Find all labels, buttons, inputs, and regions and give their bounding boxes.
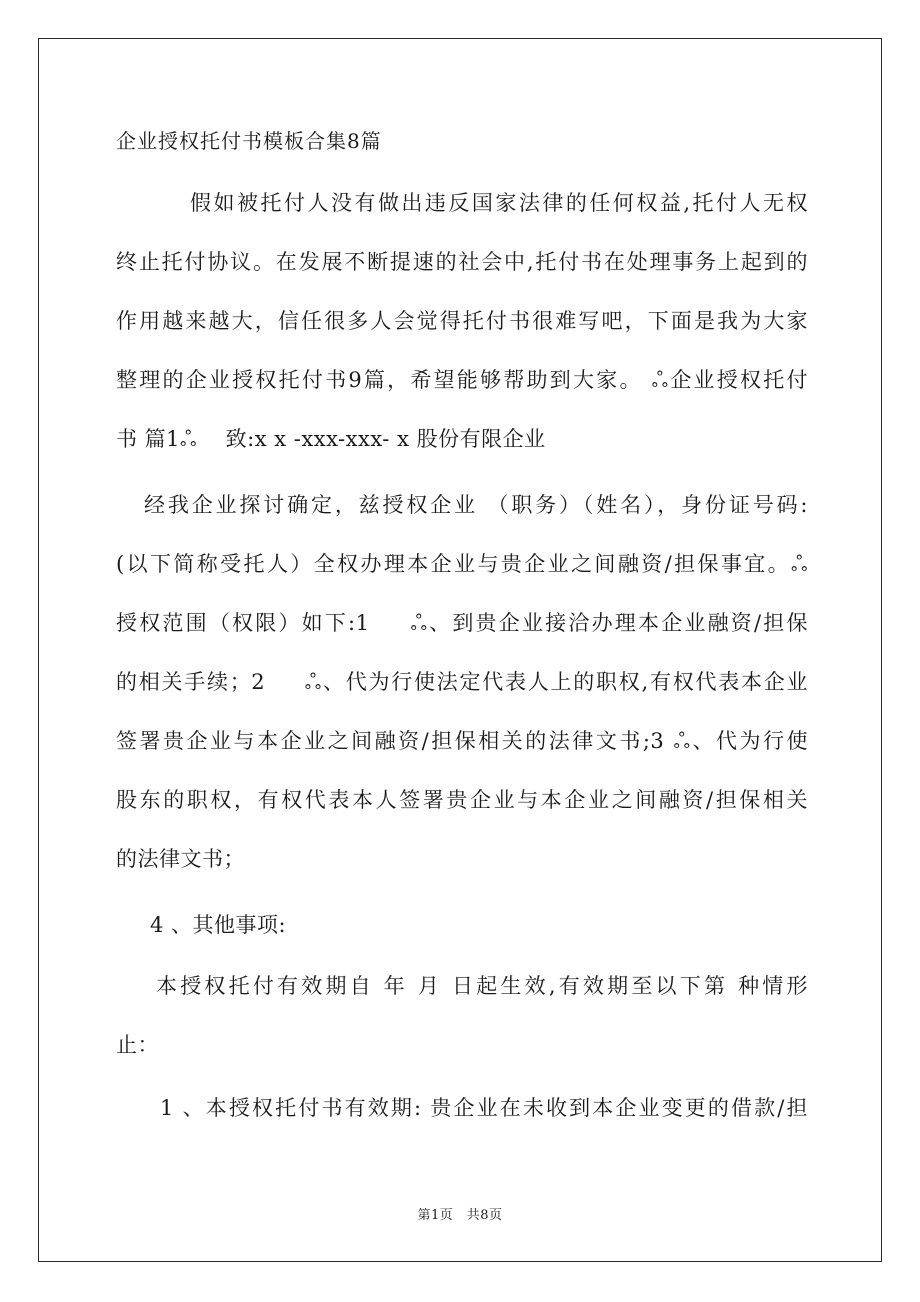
paragraph-line: 4 、其他事项: [150,913,287,937]
paragraph-line: 终止托付协议。在发展不断提速的社会中,托付书在处理事务上起到的 [116,250,808,274]
paragraph-line: 作用越来越大，信任很多人会觉得托付书很难写吧，下面是我为大家 [116,309,808,333]
paragraph-line: 止： [116,1033,159,1057]
paragraph-line: 签署贵企业与本企业之间融资/担保相关的法律文书;3 ஃ、代为行使 [116,729,808,753]
paragraph-line: 股东的职权，有权代表本人签署贵企业与本企业之间融资/担保相关 [116,788,808,812]
paragraph-line: 本授权托付有效期自 年 月 日起生效,有效期至以下第 种情形 [156,974,808,998]
page-number-footer: 第1页 共8页 [417,1208,503,1223]
paragraph-line: 假如被托付人没有做出违反国家法律的任何权益,托付人无权 [190,191,808,215]
paragraph-line: 书 篇1ஃ 致:x x -xxx-xxx- x 股份有限企业 [116,427,546,451]
paragraph-line: 的法律文书； [116,847,245,871]
paragraph-line: 1 、本授权托付书有效期: 贵企业在未收到本企业变更的借款/担 [160,1096,809,1120]
page-border [38,38,882,1262]
document-title: 企业授权托付书模板合集8篇 [116,129,382,153]
paragraph-line: (以下简称受托人）全权办理本企业与贵企业之间融资/担保事宜。ஃ [116,552,808,576]
paragraph-line: 整理的企业授权托付书9篇，希望能够帮助到大家。 ஃ企业授权托付 [116,368,808,392]
paragraph-line: 经我企业探讨确定，兹授权企业 （职务）（姓名），身份证号码: [144,493,808,517]
paragraph-line: 授权范围（权限）如下:1 ஃ、到贵企业接洽办理本企业融资/担保 [116,611,808,635]
paragraph-line: 的相关手续；2 ஃ、代为行使法定代表人上的职权,有权代表本企业 [116,670,808,694]
